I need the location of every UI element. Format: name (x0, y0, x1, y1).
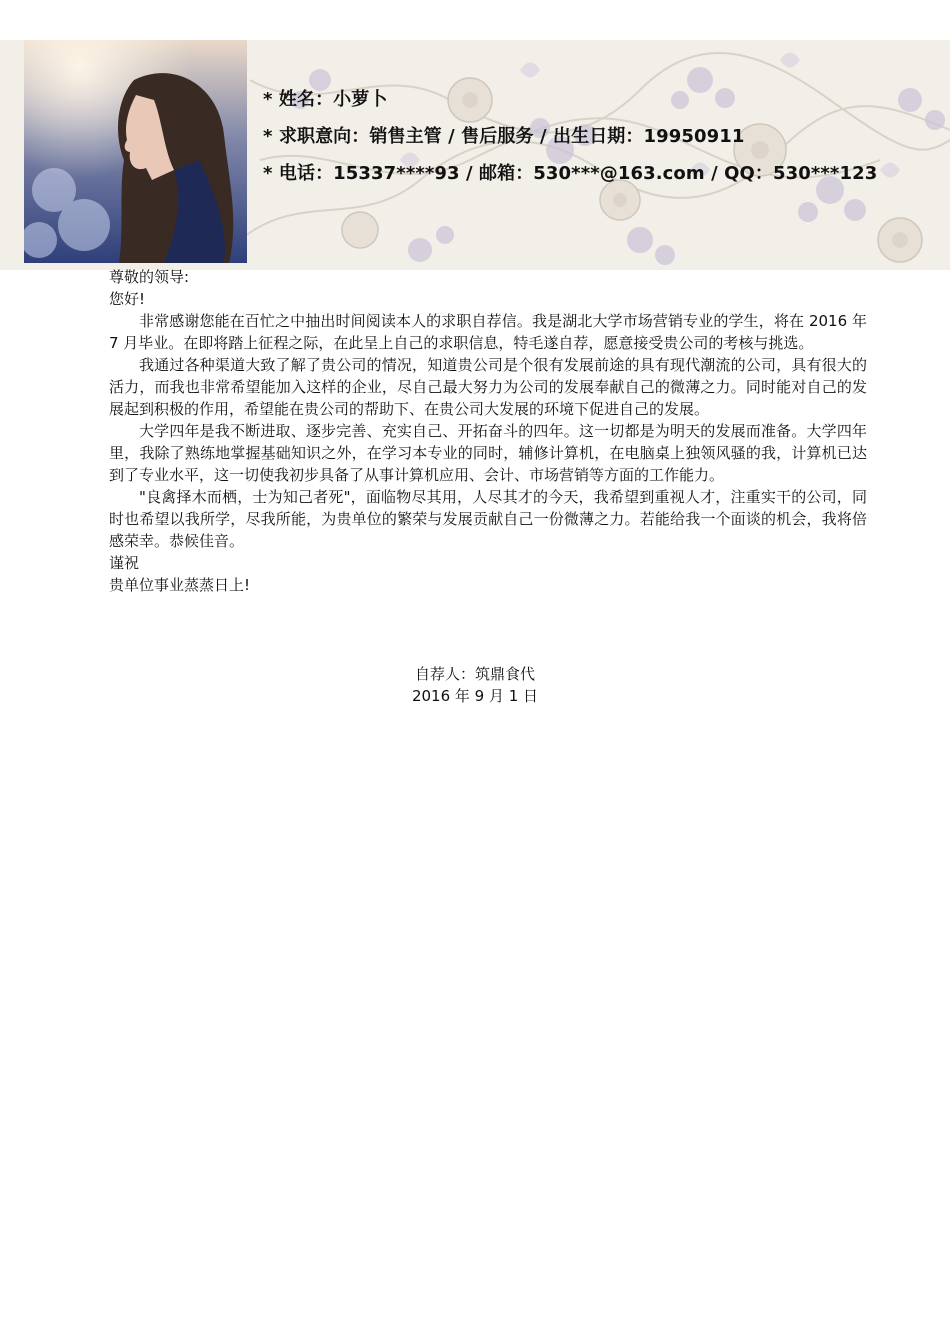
cover-letter (109, 266, 867, 596)
letter-paragraph-4: "良禽择木而栖，士为知己者死"，面临物尽其用，人尽其才的今天，我希望到重视人才，注重实干的公司，同时也希望以我所学，尽我所能，为贵单位的繁荣与发展贡献自己一份微薄之力。若能给我一个面谈的机会，我将倍感荣幸。恭候佳音。 (109, 488, 867, 550)
job-intent-line: * 求职意向：销售主管 / 售后服务 / 出生日期：19950911 (263, 126, 745, 147)
salutation: 尊敬的领导: (109, 268, 190, 286)
signer: 自荐人：筑鼎食代 (414, 665, 535, 683)
letter-paragraph-1: 非常感谢您能在百忙之中抽出时间阅读本人的求职自荐信。我是湖北大学市场营销专业的学生，将在 2016 年 7 月毕业。在即将踏上征程之际，在此呈上自己的求职信息，特毛遂自荐，愿意接受贵公司的考核与挑选。 (109, 312, 867, 352)
letter-paragraph-3: 大学四年是我不断进取、逐步完善、充实自己、开拓奋斗的四年。这一切都是为明天的发展而准备。大学四年里，我除了熟练地掌握基础知识之外，在学习本专业的同时，辅修计算机，在电脑桌上独领风骚的我，计算机已达到了专业水平，这一切使我初步具备了从事计算机应用、会计、市场营销等方面的工作能力。 (109, 422, 867, 484)
name-line: * 姓名：小萝卜 (263, 89, 388, 110)
letter-paragraph-2: 我通过各种渠道大致了解了贵公司的情况，知道贵公司是个很有发展前途的具有现代潮流的公司，具有很大的活力，而我也非常希望能加入这样的企业，尽自己最大努力为公司的发展奉献自己的微薄之力。同时能对自己的发展起到积极的作用，希望能在贵公司的帮助下、在贵公司大发展的环境下促进自己的发展。 (109, 356, 867, 418)
letter-date: 2016 年 9 月 1 日 (411, 687, 539, 705)
greeting: 您好! (109, 290, 146, 308)
closing-wish: 贵单位事业蒸蒸日上! (109, 576, 251, 594)
profile-photo (24, 40, 247, 263)
closing: 谨祝 (109, 554, 140, 572)
contact-line: * 电话：15337****93 / 邮箱：530***@163.com / QQ：530***123 (263, 163, 878, 184)
